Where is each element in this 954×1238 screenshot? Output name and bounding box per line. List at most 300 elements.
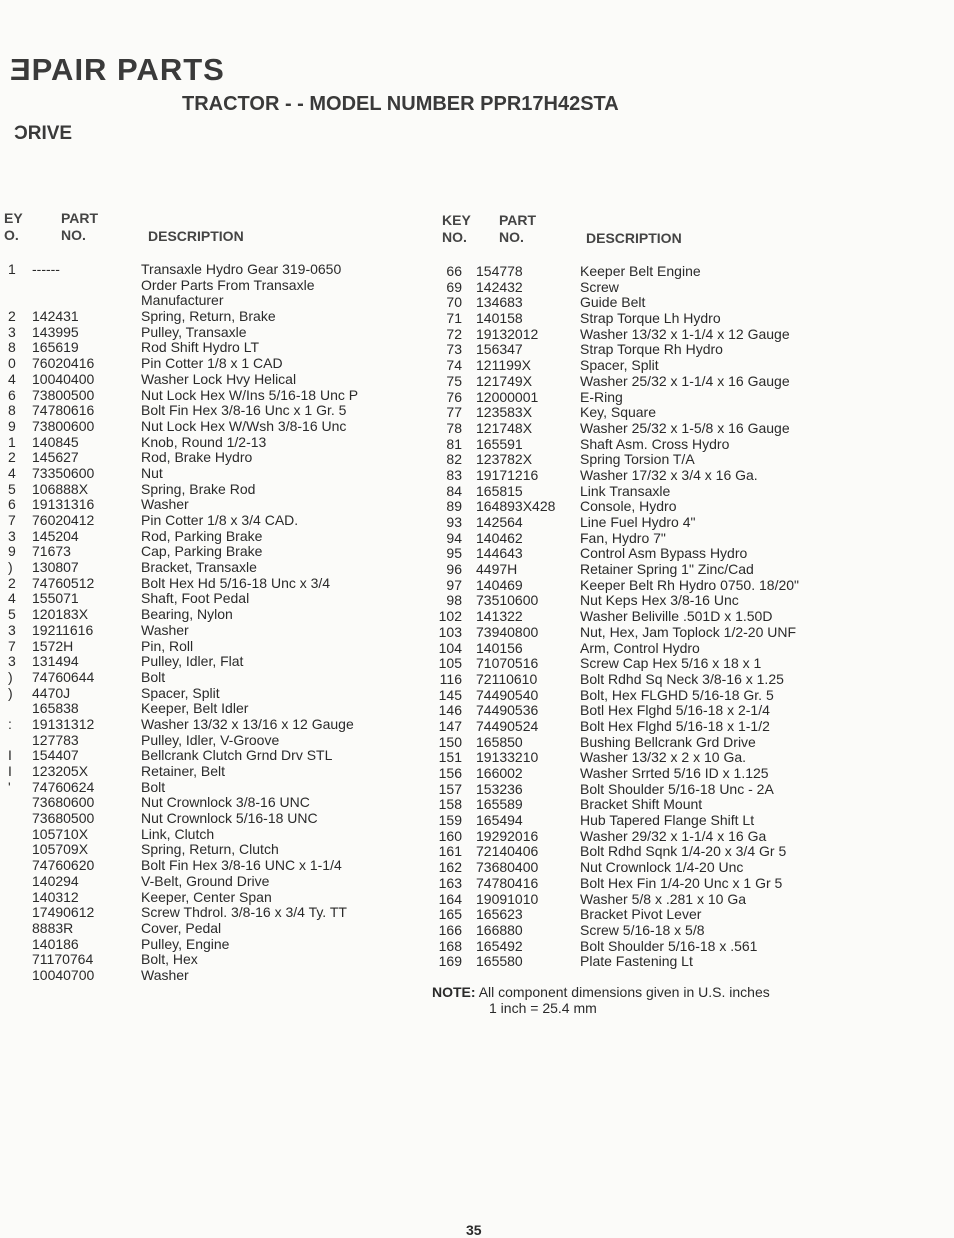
part-number: 73680400: [476, 859, 539, 876]
part-number: 140845: [32, 433, 79, 450]
part-number: 19292016: [476, 827, 539, 844]
parts-row: [0, 639, 440, 655]
part-description: E-Ring: [580, 388, 623, 405]
parts-row: [420, 515, 950, 531]
key-number: I: [8, 747, 12, 764]
part-number: 155071: [32, 590, 79, 607]
part-number: 145627: [32, 449, 79, 466]
part-description: Screw: [580, 278, 619, 295]
key-number: 7: [8, 637, 16, 654]
part-number: 73680600: [32, 794, 95, 811]
key-number: 168: [438, 937, 462, 954]
key-number: 9: [8, 543, 16, 560]
parts-row: [0, 686, 440, 702]
key-number: 4: [8, 370, 16, 387]
part-description: Bellcrank Clutch Grnd Drv STL: [141, 747, 333, 764]
parts-row: [0, 513, 440, 529]
part-number: 142432: [476, 278, 523, 295]
parts-row: [420, 735, 950, 751]
part-description: Nut, Hex, Jam Toplock 1/2-20 UNF: [580, 623, 797, 640]
parts-row: [420, 452, 950, 468]
part-description: Pulley, Transaxle: [141, 323, 247, 340]
part-number: 72140406: [476, 843, 539, 860]
key-number: 4: [8, 464, 16, 481]
part-number: 10040400: [32, 370, 95, 387]
part-number: 140469: [476, 576, 523, 593]
part-number: 74490524: [476, 717, 539, 734]
part-description: Washer 29/32 x 1-1/4 x 16 Ga: [580, 827, 767, 844]
part-description: Transaxle Hydro Gear 319-0650: [141, 261, 342, 277]
part-description: Manufacturer: [141, 292, 224, 309]
parts-row: [0, 890, 440, 906]
part-number: 74760644: [32, 668, 95, 685]
parts-row: [420, 688, 950, 704]
parts-row: [0, 827, 440, 843]
key-number: 5: [8, 606, 16, 623]
part-number: 130807: [32, 559, 79, 576]
section-heading: ƆRIVE: [14, 123, 73, 144]
parts-row: [0, 278, 440, 294]
part-number: 144643: [476, 545, 523, 562]
part-description: Bolt Shoulder 5/16-18 Unc - 2A: [580, 780, 774, 797]
part-description: Bolt Hex Hd 5/16-18 Unc x 3/4: [141, 574, 331, 591]
parts-row: [420, 311, 950, 327]
right-key-header-1: KEY: [442, 212, 471, 228]
part-number: 19133210: [476, 749, 539, 766]
part-description: Strap Torque Lh Hydro: [580, 310, 721, 327]
key-number: 98: [446, 592, 462, 609]
parts-row: [420, 562, 950, 578]
part-description: Nut Lock Hex W/Ins 5/16-18 Unc P: [141, 386, 359, 403]
part-number: 131494: [32, 653, 79, 670]
part-number: 71170764: [32, 951, 94, 968]
key-number: 95: [446, 545, 462, 562]
part-number: 121749X: [476, 372, 533, 389]
model-subtitle: TRACTOR - - MODEL NUMBER PPR17H42STA: [182, 93, 619, 115]
key-number: 77: [446, 404, 462, 421]
part-description: Washer Srrted 5/16 ID x 1.125: [580, 765, 769, 781]
key-number: 1: [8, 261, 16, 277]
part-description: Pin, Roll: [141, 637, 194, 654]
parts-row: [420, 578, 950, 594]
key-number: 151: [438, 749, 462, 766]
parts-row: [0, 780, 440, 796]
part-number: 140186: [32, 935, 79, 952]
note-label: NOTE:: [432, 984, 476, 1000]
parts-row: [0, 262, 440, 278]
key-number: 160: [438, 827, 462, 844]
part-number: 73800600: [32, 417, 95, 434]
key-number: ': [8, 778, 11, 795]
part-description: Spring, Return, Brake: [141, 308, 276, 325]
key-number: 2: [8, 449, 16, 466]
part-number: 165492: [476, 937, 523, 954]
key-number: 169: [438, 953, 462, 970]
key-number: I: [8, 763, 12, 779]
part-description: Screw Thdrol. 3/8-16 x 3/4 Ty. TT: [141, 904, 347, 921]
parts-row: [0, 309, 440, 325]
part-number: 74760624: [32, 778, 95, 795]
part-description: Rod, Parking Brake: [141, 527, 263, 544]
part-number: 1572H: [32, 637, 74, 654]
parts-row: [420, 625, 950, 641]
parts-row: [420, 907, 950, 923]
parts-row: [420, 844, 950, 860]
part-description: Washer: [141, 966, 189, 983]
parts-row: [420, 829, 950, 845]
key-number: 161: [438, 843, 462, 860]
key-number: 82: [446, 451, 462, 468]
part-number: 73800500: [32, 386, 95, 403]
key-number: 78: [446, 419, 462, 436]
note-line-2: 1 inch = 25.4 mm: [489, 1000, 597, 1016]
part-description: Cover, Pedal: [141, 919, 222, 936]
parts-row: [0, 748, 440, 764]
key-number: 158: [438, 796, 462, 813]
part-number: 73510600: [476, 592, 539, 609]
key-number: 0: [8, 355, 16, 372]
key-number: 69: [446, 278, 462, 295]
part-number: 165623: [476, 906, 523, 923]
key-number: 1: [8, 433, 16, 450]
part-description: Pin Cotter 1/8 x 3/4 CAD.: [141, 512, 299, 528]
part-description: Keeper, Belt Idler: [141, 700, 249, 717]
part-number: 17490612: [32, 904, 95, 921]
parts-row: [420, 719, 950, 735]
key-number: 6: [8, 496, 16, 513]
part-number: 76020416: [32, 355, 95, 372]
key-number: 96: [446, 561, 462, 578]
parts-row: [420, 750, 950, 766]
part-description: Retainer Spring 1" Zinc/Cad: [580, 561, 754, 578]
part-number: 74780416: [476, 874, 539, 891]
parts-row: [420, 327, 950, 343]
part-description: Spacer, Split: [141, 684, 220, 701]
part-number: 154407: [32, 747, 79, 764]
parts-row: [0, 654, 440, 670]
part-description: Pulley, Engine: [141, 935, 230, 952]
part-description: Bolt, Hex FLGHD 5/16-18 Gr. 5: [580, 686, 774, 703]
part-number: 140312: [32, 888, 79, 905]
part-description: Bearing, Nylon: [141, 606, 233, 623]
part-description: Line Fuel Hydro 4": [580, 514, 696, 530]
part-description: Washer 13/32 x 2 x 10 Ga.: [580, 749, 747, 766]
parts-row: [0, 623, 440, 639]
part-description: Washer: [141, 496, 189, 513]
part-description: Washer: [141, 621, 189, 638]
parts-row: [420, 546, 950, 562]
parts-row: [420, 892, 950, 908]
key-number: ): [8, 559, 13, 576]
left-parts-list: [0, 262, 440, 984]
parts-row: [0, 325, 440, 341]
part-description: Washer Lock Hvy Helical: [141, 370, 297, 387]
part-number: 74490540: [476, 686, 539, 703]
part-description: Nut: [141, 464, 163, 481]
parts-row: [0, 544, 440, 560]
part-description: Guide Belt: [580, 294, 646, 311]
right-desc-header: DESCRIPTION: [586, 230, 682, 246]
part-number: 165580: [476, 953, 523, 970]
key-number: 104: [438, 639, 462, 656]
right-part-header-2: NO.: [499, 229, 524, 245]
part-description: Bracket, Transaxle: [141, 559, 257, 576]
parts-row: [420, 437, 950, 453]
part-number: 166880: [476, 921, 523, 938]
key-number: 116: [439, 670, 462, 687]
key-number: 3: [8, 323, 16, 340]
part-description: Bolt Shoulder 5/16-18 x .561: [580, 937, 758, 954]
part-description: Washer 13/32 x 1-1/4 x 12 Gauge: [580, 325, 790, 342]
part-number: 123782X: [476, 451, 533, 468]
parts-row: [420, 405, 950, 421]
part-number: 19211616: [32, 621, 94, 638]
part-description: Retainer, Belt: [141, 763, 226, 779]
key-number: 5: [8, 480, 16, 497]
part-number: 10040700: [32, 966, 95, 983]
part-number: 19171216: [476, 466, 539, 483]
part-description: Fan, Hydro 7": [580, 529, 666, 546]
part-number: 140462: [476, 529, 523, 546]
parts-row: [420, 703, 950, 719]
part-number: 121748X: [476, 419, 533, 436]
parts-row: [420, 295, 950, 311]
key-number: 163: [438, 874, 462, 891]
part-number: 71673: [32, 543, 71, 560]
key-number: 8: [8, 339, 16, 356]
parts-row: [0, 576, 440, 592]
key-number: 105: [438, 655, 462, 672]
part-number: 165494: [476, 812, 523, 829]
parts-row: [420, 609, 950, 625]
parts-row: [420, 342, 950, 358]
parts-row: [0, 340, 440, 356]
part-description: Rod, Brake Hydro: [141, 449, 253, 466]
key-number: 145: [438, 686, 462, 703]
key-number: 3: [8, 621, 16, 638]
parts-row: [420, 421, 950, 437]
key-number: 94: [446, 529, 462, 546]
part-number: 123205X: [32, 763, 89, 779]
parts-row: [420, 593, 950, 609]
parts-row: [420, 358, 950, 374]
key-number: 166: [438, 921, 462, 938]
parts-row: [420, 766, 950, 782]
part-description: Spring Torsion T/A: [580, 451, 695, 468]
part-number: 106888X: [32, 480, 89, 497]
parts-row: [420, 939, 950, 955]
part-description: Screw Cap Hex 5/16 x 18 x 1: [580, 655, 762, 672]
part-number: 143995: [32, 323, 79, 340]
part-description: Washer Beliville .501D x 1.50D: [580, 608, 773, 625]
part-number: 153236: [476, 780, 523, 797]
parts-row: [420, 484, 950, 500]
part-number: 165850: [476, 733, 523, 750]
part-number: 165591: [476, 435, 523, 452]
part-description: Bolt Fin Hex 3/8-16 UNC x 1-1/4: [141, 857, 342, 874]
parts-row: [0, 921, 440, 937]
part-description: Keeper Belt Rh Hydro 0750. 18/20": [580, 576, 799, 593]
parts-row: [420, 499, 950, 515]
parts-row: [0, 905, 440, 921]
part-number: 123583X: [476, 404, 533, 421]
parts-row: [420, 641, 950, 657]
part-number: 12000001: [476, 388, 539, 405]
parts-row: [420, 923, 950, 939]
part-description: Nut Lock Hex W/Wsh 3/8-16 Unc: [141, 417, 347, 434]
part-description: Screw 5/16-18 x 5/8: [580, 921, 705, 938]
parts-row: [0, 968, 440, 984]
key-number: 70: [446, 294, 462, 311]
part-description: Link Transaxle: [580, 482, 671, 499]
part-description: Nut Crownlock 3/8-16 UNC: [141, 794, 310, 811]
part-number: 105709X: [32, 841, 89, 858]
left-desc-header: DESCRIPTION: [148, 228, 244, 244]
key-number: 162: [438, 859, 462, 876]
key-number: 84: [446, 482, 462, 499]
part-description: Strap Torque Rh Hydro: [580, 341, 723, 358]
part-number: 127783: [32, 731, 79, 748]
part-description: Pin Cotter 1/8 x 1 CAD: [141, 355, 283, 372]
part-description: Control Asm Bypass Hydro: [580, 545, 748, 562]
parts-row: [0, 482, 440, 498]
part-number: 165838: [32, 700, 79, 717]
part-number: 140294: [32, 872, 79, 889]
key-number: 81: [446, 435, 462, 452]
key-number: ): [8, 684, 13, 701]
key-number: :: [8, 715, 12, 732]
part-number: 166002: [476, 765, 523, 781]
parts-row: [420, 531, 950, 547]
key-number: 83: [446, 466, 462, 483]
part-number: 73350600: [32, 464, 95, 481]
key-number: 102: [438, 608, 462, 625]
parts-row: [0, 874, 440, 890]
parts-row: [0, 419, 440, 435]
part-description: Washer 13/32 x 13/16 x 12 Gauge: [141, 715, 354, 732]
page-title: ƎPAIR PARTS: [10, 52, 225, 87]
parts-row: [420, 813, 950, 829]
part-description: Washer 25/32 x 1-1/4 x 16 Gauge: [580, 372, 790, 389]
part-description: Bracket Shift Mount: [580, 796, 703, 813]
parts-row: [420, 656, 950, 672]
parts-row: [0, 403, 440, 419]
part-number: 140156: [476, 639, 523, 656]
key-number: 164: [438, 890, 462, 907]
parts-row: [0, 937, 440, 953]
key-number: 74: [446, 357, 462, 374]
part-description: Keeper Belt Engine: [580, 263, 701, 279]
note-line-1: All component dimensions given in U.S. inches: [478, 984, 770, 1000]
part-number: 4497H: [476, 561, 518, 578]
key-number: 150: [438, 733, 462, 750]
parts-row: [0, 842, 440, 858]
parts-row: [0, 952, 440, 968]
part-description: Washer 25/32 x 1-5/8 x 16 Gauge: [580, 419, 790, 436]
part-description: Nut Crownlock 1/4-20 Unc: [580, 859, 744, 876]
left-column-headers: [0, 210, 440, 250]
key-number: 103: [438, 623, 462, 640]
parts-row: [0, 733, 440, 749]
parts-row: [420, 954, 950, 970]
part-description: Nut Keps Hex 3/8-16 Unc: [580, 592, 739, 609]
part-number: 19091010: [476, 890, 539, 907]
part-number: 73940800: [476, 623, 539, 640]
page-number: 35: [466, 1222, 482, 1238]
part-number: 76020412: [32, 512, 95, 528]
key-number: 165: [438, 906, 462, 923]
part-description: Botl Hex Flghd 5/16-18 x 2-1/4: [580, 702, 770, 719]
part-description: Order Parts From Transaxle: [141, 276, 315, 293]
part-description: Nut Crownlock 5/16-18 UNC: [141, 810, 318, 827]
left-key-header-1: EY: [4, 210, 23, 226]
part-description: V-Belt, Ground Drive: [141, 872, 270, 889]
part-number: 19131312: [32, 715, 95, 732]
parts-row: [0, 591, 440, 607]
part-description: Keeper, Center Span: [141, 888, 272, 905]
left-part-header-2: NO.: [61, 227, 86, 243]
part-number: 154778: [476, 263, 523, 279]
part-number: 142564: [476, 514, 523, 530]
parts-row: [0, 435, 440, 451]
part-description: Spring, Return, Clutch: [141, 841, 279, 858]
parts-row: [420, 782, 950, 798]
parts-row: [0, 560, 440, 576]
part-number: 72110610: [476, 670, 538, 687]
parts-row: [420, 672, 950, 688]
part-number: 19131316: [32, 496, 95, 513]
dimension-note: [432, 984, 770, 1016]
key-number: 9: [8, 417, 16, 434]
part-number: 156347: [476, 341, 523, 358]
part-description: Pulley, Idler, Flat: [141, 653, 244, 670]
key-number: 7: [8, 512, 16, 528]
key-number: 71: [446, 310, 462, 327]
part-number: 71070516: [476, 655, 539, 672]
parts-row: [0, 764, 440, 780]
part-description: Cap, Parking Brake: [141, 543, 263, 560]
parts-row: [0, 607, 440, 623]
part-description: Bolt: [141, 668, 166, 685]
key-number: 6: [8, 386, 16, 403]
parts-row: [0, 717, 440, 733]
parts-row: [0, 795, 440, 811]
part-number: 142431: [32, 308, 79, 325]
key-number: 97: [446, 576, 462, 593]
parts-row: [0, 529, 440, 545]
part-description: Spacer, Split: [580, 357, 659, 374]
key-number: 147: [438, 717, 462, 734]
part-description: Arm, Control Hydro: [580, 639, 700, 656]
part-number: ------: [32, 261, 60, 277]
part-description: Shaft, Foot Pedal: [141, 590, 250, 607]
part-description: Rod Shift Hydro LT: [141, 339, 260, 356]
part-description: Bolt Fin Hex 3/8-16 Unc x 1 Gr. 5: [141, 402, 347, 419]
key-number: 3: [8, 653, 16, 670]
part-description: Hub Tapered Flange Shift Lt: [580, 812, 755, 829]
key-number: 159: [438, 812, 462, 829]
parts-row: [0, 466, 440, 482]
key-number: 72: [446, 325, 462, 342]
part-number: 8883R: [32, 919, 74, 936]
part-description: Bolt: [141, 778, 166, 795]
parts-row: [420, 374, 950, 390]
part-description: Plate Fastening Lt: [580, 953, 693, 970]
part-number: 165589: [476, 796, 523, 813]
part-description: Bushing Bellcrank Grd Drive: [580, 733, 756, 750]
part-description: Bolt, Hex: [141, 951, 198, 968]
key-number: 93: [446, 514, 462, 530]
